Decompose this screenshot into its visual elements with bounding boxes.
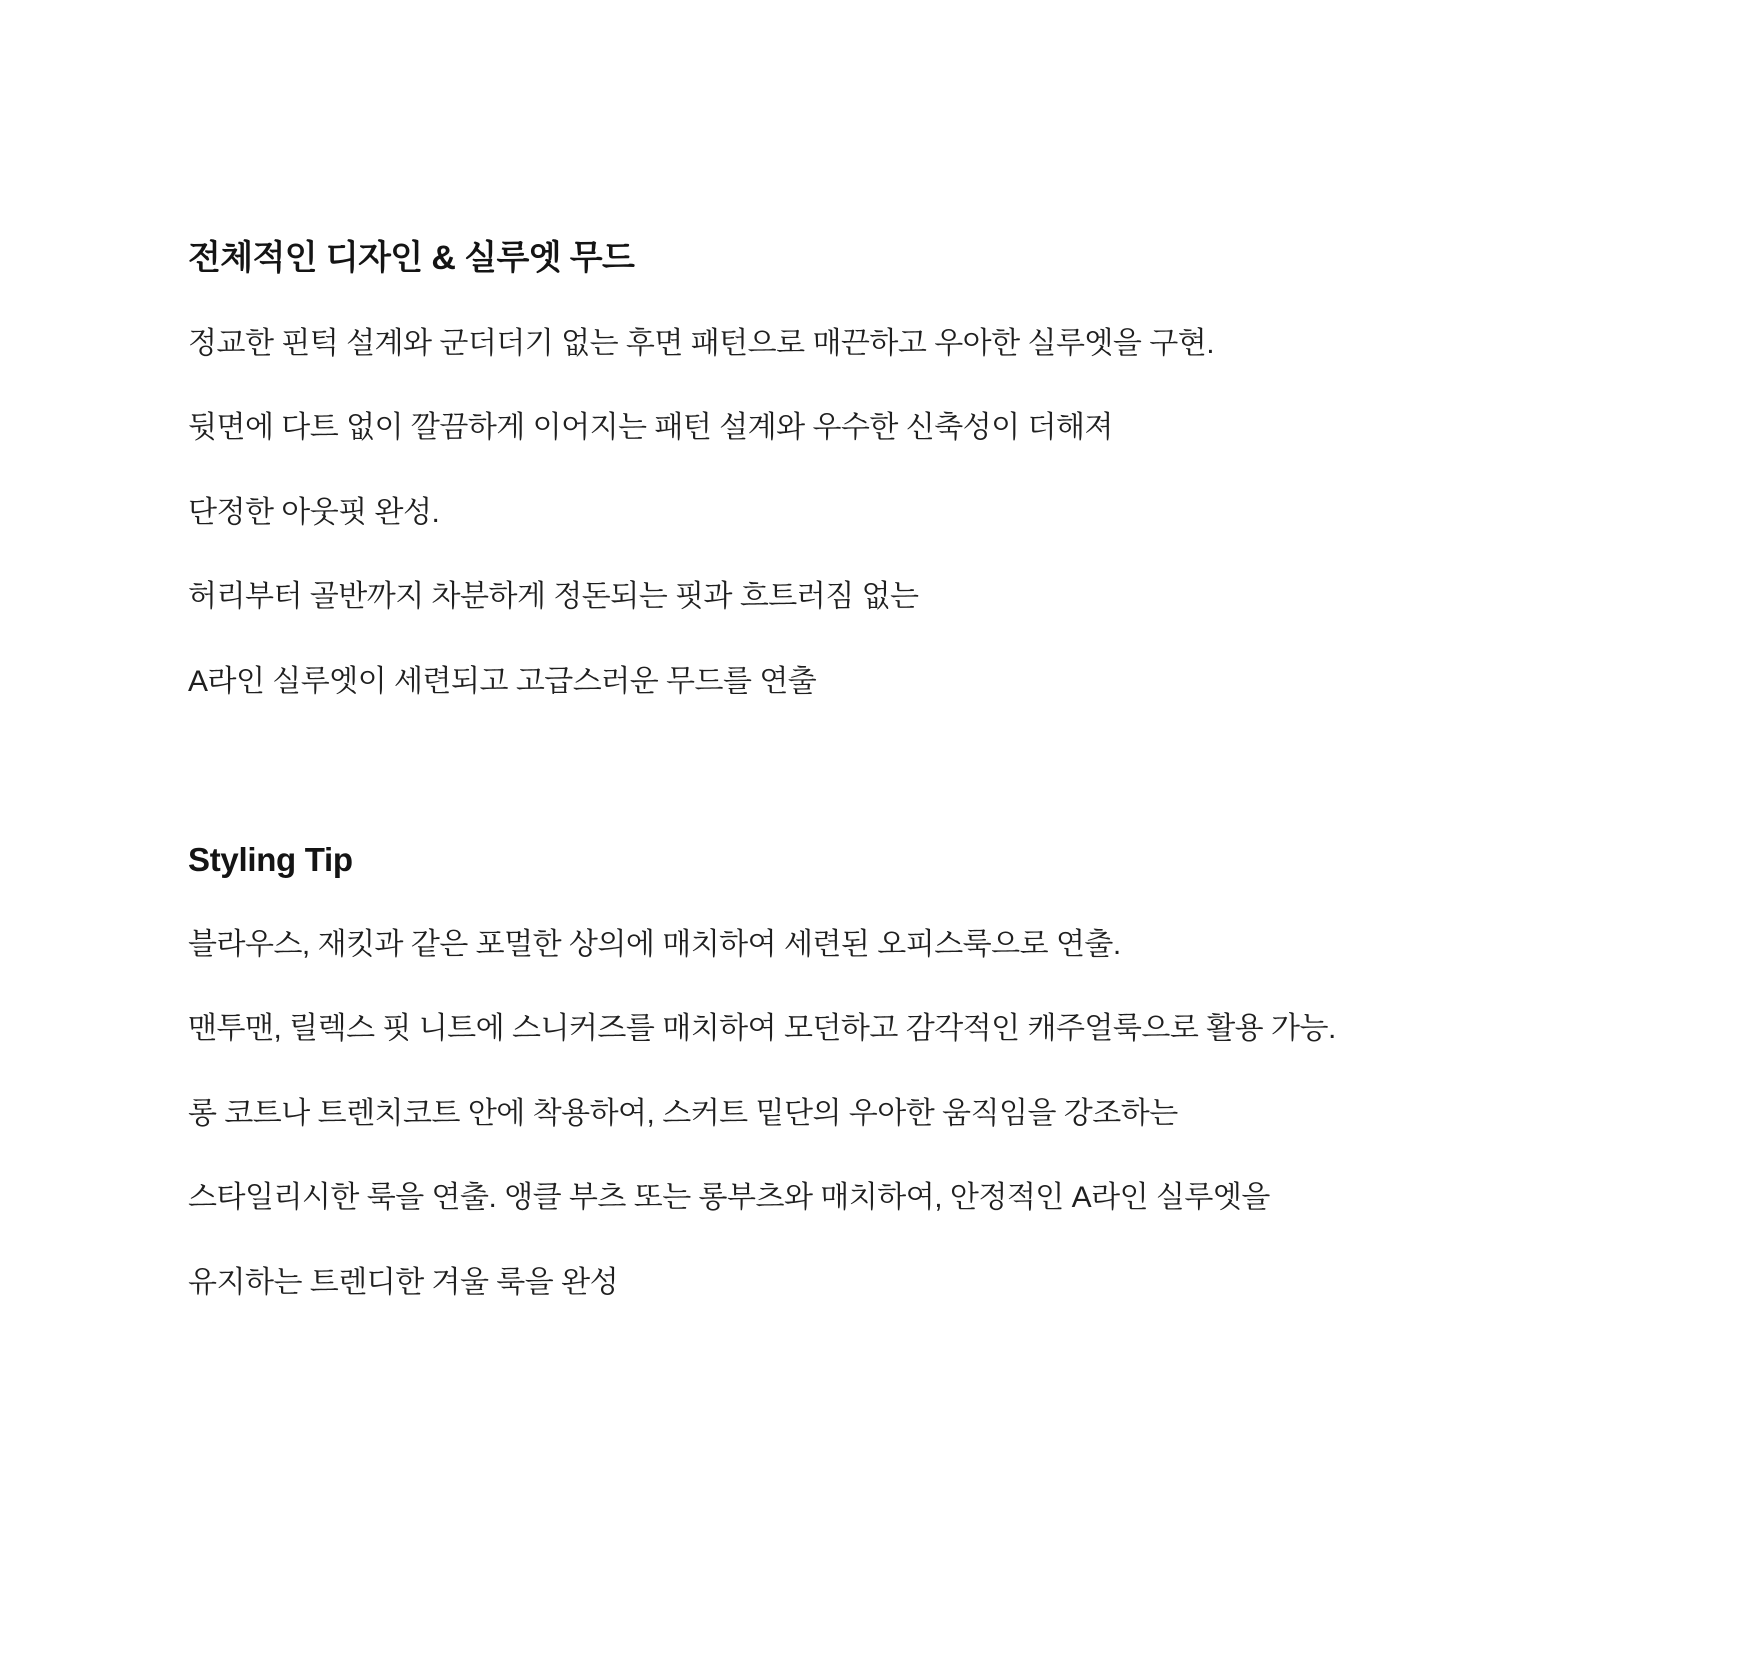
section-design-silhouette-line-2: 뒷면에 다트 없이 깔끔하게 이어지는 패턴 설계와 우수한 신축성이 더해져 [188,411,1113,445]
section-styling-tip-line-4: 스타일리시한 룩을 연출. 앵클 부츠 또는 롱부츠와 매치하여, 안정적인 A라인 실루엣을 [188,1181,1270,1215]
section-design-silhouette [188,238,1618,700]
section-styling-tip-line-5: 유지하는 트렌디한 겨울 룩을 완성 [188,1265,619,1299]
section-design-silhouette-line-1: 정교한 핀턱 설계와 군더더기 없는 후면 패턴으로 매끈하고 우아한 실루엣을 구현. [188,326,1215,360]
section-styling-tip-line-3: 롱 코트나 트렌치코트 안에 착용하여, 스커트 밑단의 우아한 움직임을 강조하는 [188,1096,1178,1130]
section-styling-tip-line-2: 맨투맨, 릴렉스 핏 니트에 스니커즈를 매치하여 모던하고 감각적인 캐주얼룩으로 활용 가능. [188,1012,1336,1046]
section-design-silhouette-line-4: 허리부터 골반까지 차분하게 정돈되는 핏과 흐트러짐 없는 [188,580,919,614]
section-styling-tip [188,840,1618,1301]
section-styling-tip-line-1: 블라우스, 재킷과 같은 포멀한 상의에 매치하여 세련된 오피스룩으로 연출. [188,927,1121,961]
section-design-silhouette-line-5: A라인 실루엣이 세련되고 고급스러운 무드를 연출 [188,664,817,698]
section-design-silhouette-line-3: 단정한 아웃핏 완성. [188,495,440,529]
section-design-silhouette-heading: 전체적인 디자인 & 실루엣 무드 [188,239,635,277]
section-styling-tip-heading: Styling Tip [188,841,353,879]
description-content [188,238,1618,1301]
